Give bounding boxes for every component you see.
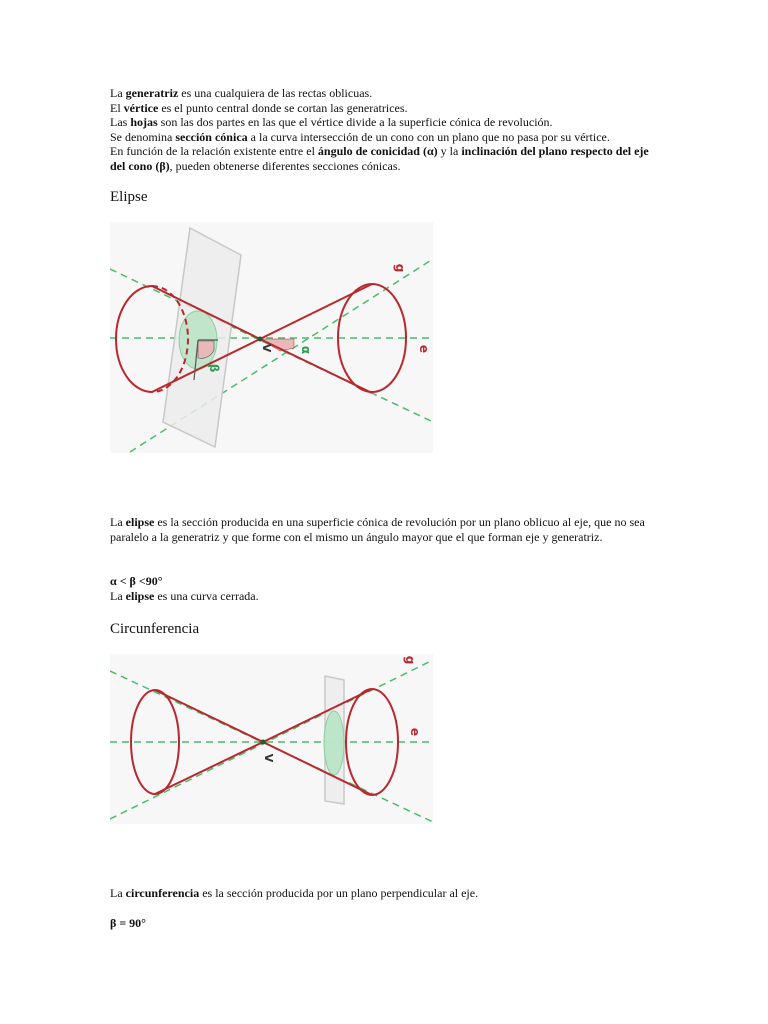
- intro-line-generatriz: La generatriz es una cualquiera de las rectas oblicuas.: [110, 86, 373, 100]
- generatrix-label: g: [403, 655, 417, 665]
- vertex-point: [261, 740, 266, 745]
- circunferencia-figure: [110, 654, 433, 824]
- axis-label: e: [417, 344, 431, 354]
- intro-line-vertice: El vértice es el punto central donde se cortan las generatrices.: [110, 100, 408, 115]
- intro-line-hojas: Las hojas son las dos partes en las que el vértice divide a la superficie cónica de revolución.: [110, 115, 553, 130]
- circular-section: [324, 711, 344, 775]
- vertex-point: [258, 337, 263, 342]
- intro-paragraph: [110, 86, 658, 174]
- vertex-label: V: [260, 343, 273, 353]
- elipse-formula-block: [110, 574, 658, 603]
- vertex-label: V: [262, 753, 275, 763]
- generatrix-label: g: [393, 263, 407, 273]
- circunferencia-formula-block: [110, 916, 658, 931]
- intro-line-seccion-conica: Se denomina sección cónica a la curva intersección de un cono con un plano que no pasa por su vértice.: [110, 129, 610, 144]
- circunferencia-description: La circunferencia es la sección producida por un plano perpendicular al eje.: [110, 886, 479, 900]
- elipse-description: La elipse es la sección producida en una superficie cónica de revolución por un plano oblicuo al eje, que no sea paralelo a la generatriz y que forme con el mismo un ángulo mayor que el que forman eje y generatriz.: [110, 515, 645, 544]
- elipse-formula: α < β <90°: [110, 574, 163, 588]
- beta-label: β: [207, 363, 221, 373]
- circunferencia-heading: Circunferencia: [110, 621, 200, 637]
- intro-line-funcion: En función de la relación existente entre el ángulo de conicidad (α) y la inclinación del plano respecto del eje del cono (β), pueden obtenerse diferentes secciones cónicas.: [110, 144, 649, 173]
- elipse-closed-curve-note: La elipse es una curva cerrada.: [110, 588, 259, 603]
- axis-label: e: [408, 727, 422, 737]
- alpha-label: α: [299, 345, 313, 355]
- elipse-heading: Elipse: [110, 189, 148, 205]
- circunferencia-formula: β = 90°: [110, 916, 146, 930]
- elipse-figure: [110, 222, 433, 453]
